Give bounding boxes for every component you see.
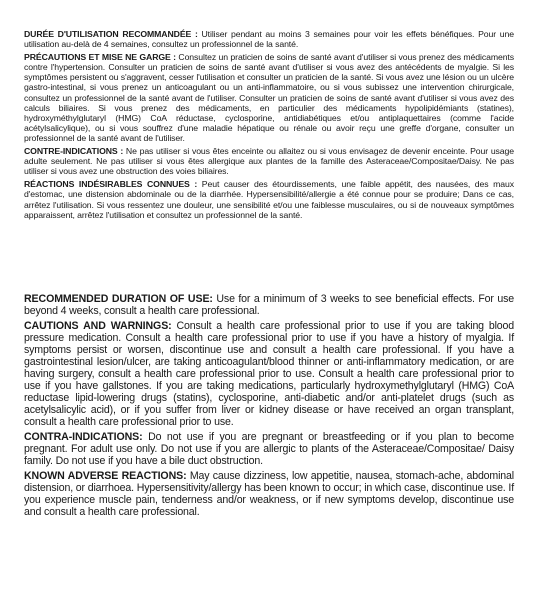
en-contraindications-heading: CONTRA-INDICATIONS: bbox=[24, 430, 143, 443]
fr-contraindications-heading: CONTRE-INDICATIONS : bbox=[24, 146, 124, 157]
en-adverse-reactions-paragraph bbox=[24, 471, 514, 519]
en-cautions-text: Consult a health care professional prior to use if you are taking blood pressure medication. Consult a health care professional prior to use if you have a history of myalgia. If symptoms persist or worsen, discontinue use and consult a health care professional. If you have a gastrointestinal lesion/ulcer, are taking anticoagulant/blood thinner or anti-inflammatory medication, or are having surgery, consult a health care professional prior to use. Consult a health care professional prior to use if you have gallstones. If you are taking medications, particularly hydroxymethylglutaryl (HMG) CoA reductase lipid-lowering drugs (statins), cyclosporine, anti-diabetic and/or anti-platelet drugs (such as acetylsalicylic acid), or if you suffer from liver or kidney disease or have received an organ transplant, consult a health care professional prior to use. bbox=[24, 320, 515, 428]
en-contraindications-paragraph bbox=[24, 432, 514, 468]
en-duration-text: Use for a minimum of 3 weeks to see beneficial effects. For use beyond 4 weeks, consult a health care professional. bbox=[24, 293, 515, 317]
en-cautions-paragraph bbox=[24, 321, 514, 428]
fr-adverse-reactions-paragraph bbox=[24, 179, 514, 219]
en-cautions-heading: CAUTIONS AND WARNINGS: bbox=[24, 320, 172, 333]
fr-precautions-paragraph bbox=[24, 52, 514, 143]
en-duration-paragraph bbox=[24, 294, 514, 318]
fr-duration-heading: DURÉE D'UTILISATION RECOMMANDÉE : bbox=[24, 29, 198, 39]
fr-precautions-heading: PRÉCAUTIONS ET MISE NE GARGE : bbox=[24, 52, 176, 63]
fr-duration-text: Utiliser pendant au moins 3 semaines pour voir les effets bénéfiques. Pour une utilisation au-delà de 4 semaines, consultez un professionnel de la santé. bbox=[24, 29, 514, 50]
en-adverse-reactions-text: May cause dizziness, low appetitie, nausea, stomach-ache, abdominal distension, or diarrhoea. Hypersensitivity/allergy has been known to occur; in which case, discontinue use. If you experience muscle pain, tenderness and/or weakness, or if new symptoms develop, discontinue use and consult a health care professional. bbox=[24, 470, 514, 518]
fr-adverse-reactions-text: Peut causer des étourdissements, une faible appétit, des nausées, des maux d'estomac, une distension abdominale ou de la diarrhée. Hypersensibilité/allergie a été connue pour se produire; Dans ce cas, arrêtez l'utilisation. Si vous ressentez une douleur, une sensibilité et/ou une faiblesse musculaires, ou si de nouveaux symptômes apparaissent, arrêtez l'utilisation et consultez un professionnel de la santé. bbox=[24, 179, 514, 220]
en-contraindications-text: Do not use if you are pregnant or breastfeeding or if you plan to become pregnant. For adult use only. Do not use if you are allergic to plants of the Asteraceae/Compositae/ Daisy family. Do not use if you have a bile duct obstruction. bbox=[24, 430, 515, 467]
fr-duration-paragraph bbox=[24, 29, 514, 49]
en-adverse-reactions-heading: KNOWN ADVERSE REACTIONS: bbox=[24, 470, 187, 483]
fr-precautions-text: Consultez un praticien de soins de santé avant d'utiliser si vous prenez des médicaments contre l'hypertension. Consulter un praticien de soins de santé avant d'utiliser si vous avez des antécédents de myalgie. Si les symptômes persistent ou s'aggravent, cesser l'utilisation et consulter un praticien de la santé. Si vous avez une lésion ou un ulcère gastro-intestinal, si vous prenez un anticoagulant ou un anti-inflammatoire, ou si vous subissez une intervention chirurgicale, consultez un professionnel de la santé avant de l'utiliser. Consulter un praticien de soins de santé avant d'utiliser si vous avez des calculs biliaires. Si vous prenez des médicaments, en particulier des médicaments hypolipidémiants (statines), hydroxyméthylglutaryl (HMG) CoA réductase, cyclosporine, antidiabétiques et/ou antiplaquettaires (comme l'acide acétylsalicylique), ou si vous souffrez d'une maladie hépatique ou rénale ou avoir reçu une greffe d'organe, consulter un professionnel de la santé avant de l'utiliser. bbox=[24, 52, 514, 143]
fr-contraindications-text: Ne pas utiliser si vous êtes enceinte ou allaitez ou si vous envisagez de devenir enceinte. Pour usage adulte seulement. Ne pas utiliser si vous êtes allergique aux plantes de la famille des Asteraceae/Compositae/Daisy. Ne pas utiliser si vous avez une obstruction des voies biliaires. bbox=[24, 146, 514, 177]
en-duration-heading: RECOMMENDED DURATION OF USE: bbox=[24, 293, 213, 305]
french-warnings-section bbox=[24, 29, 514, 223]
fr-adverse-reactions-heading: RÉACTIONS INDÉSIRABLES CONNUES : bbox=[24, 179, 198, 190]
english-warnings-section bbox=[24, 294, 514, 522]
fr-contraindications-paragraph bbox=[24, 146, 514, 176]
